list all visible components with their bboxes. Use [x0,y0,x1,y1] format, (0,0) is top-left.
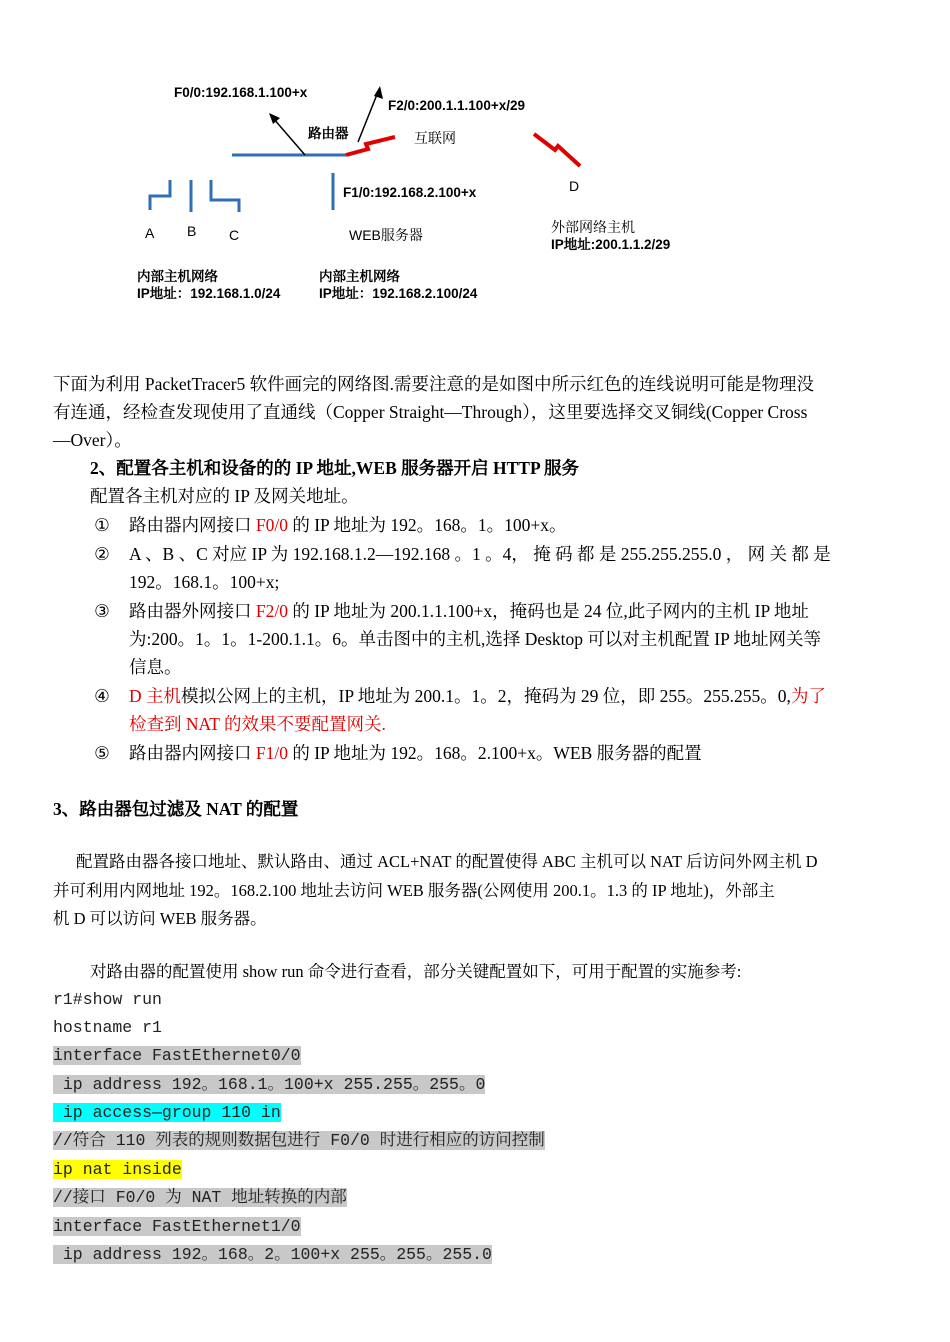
label-web-server: WEB服务器 [349,227,423,243]
config-text: //符合 110 列表的规则数据包进行 F0/0 时进行相应的访问控制 [53,1131,545,1150]
config-line-4 [53,1074,485,1096]
red-link-d [534,134,580,166]
host-a-wire [150,180,170,210]
label-c: C [229,227,240,243]
item-5-interface: F1/0 [255,743,288,763]
f20-arrow [358,92,378,142]
item-5-text-a: 路由器内网接口 [129,743,256,763]
label-external-host: 外部网络主机 [551,219,635,235]
label-inner2-ip: IP地址：192.168.2.100/24 [319,286,478,301]
label-d: D [569,178,580,194]
item-3-number: ③ [94,601,110,621]
paragraph-1-line-3: —Over）。 [53,430,132,450]
config-line-2 [53,1017,162,1039]
config-text: ip access—group 110 in [53,1103,281,1122]
item-1-text-b: 的 IP 地址为 192。168。1。100+x。 [287,515,567,535]
label-f00: F0/0:192.168.1.100+x [174,85,308,100]
item-3-text-b: 的 IP 地址为 200.1.1.100+x，掩码也是 24 位,此子网内的主机 IP 地址 [287,601,809,621]
label-router: 路由器 [308,126,349,141]
config-line-1 [53,989,162,1011]
host-c-wire [211,180,239,212]
config-text: r1#show run [53,990,162,1009]
label-b: B [187,223,197,239]
paragraph-2: 配置各主机对应的 IP 及网关地址。 [90,486,359,506]
config-text: interface FastEthernet1/0 [53,1217,301,1236]
section-3-heading: 3、路由器包过滤及 NAT 的配置 [53,799,299,819]
item-4-line-1 [129,682,826,710]
config-text: interface FastEthernet0/0 [53,1046,301,1065]
item-4-note-start: 为了 [790,686,826,706]
config-line-10 [53,1244,492,1266]
label-external-ip: IP地址:200.1.1.2/29 [551,237,671,252]
item-1-number: ① [94,515,110,535]
item-4-number: ④ [94,686,110,706]
label-f10: F1/0:192.168.2.100+x [343,185,477,200]
item-1 [129,511,567,539]
config-line-9 [53,1216,301,1238]
label-a: A [145,225,155,241]
item-2-line-1: A 、B 、C 对应 IP 为 192.168.1.2—192.168 。1 。4， 掩 码 都 是 255.255.255.0 ， 网 关 都 是 [129,544,831,564]
label-internet: 互联网 [414,130,456,146]
paragraph-4: 对路由器的配置使用 show run 命令进行查看，部分关键配置如下，可用于配置的实施参考: [90,962,742,981]
item-2-line-2: 192。168.1。100+x; [129,572,280,592]
config-text: //接口 F0/0 为 NAT 地址转换的内部 [53,1188,347,1207]
item-3-line-3: 信息。 [129,657,182,677]
item-4-text-a: 模拟公网上的主机，IP 地址为 200.1。1。2，掩码为 29 位，即 255。255.255。0, [181,686,791,706]
config-text: ip address 192。168.1。100+x 255.255。255。0 [53,1075,486,1094]
item-3-interface: F2/0 [255,601,288,621]
red-link-router [346,137,395,155]
label-inner1-title: 内部主机网络 [137,269,218,284]
config-line-5 [53,1102,281,1124]
item-2-number: ② [94,544,110,564]
config-text: ip nat inside [53,1160,182,1179]
paragraph-3-line-2: 并可利用内网地址 192。168.2.100 地址去访问 WEB 服务器(公网使用 200.1。1.3 的 IP 地址)，外部主 [53,881,775,900]
f00-arrow [273,118,305,155]
item-5-number: ⑤ [94,743,110,763]
item-1-interface: F0/0 [255,515,288,535]
item-4-line-2: 检查到 NAT 的效果不要配置网关. [129,714,386,734]
paragraph-1-line-1: 下面为利用 PacketTracer5 软件画完的网络图.需要注意的是如图中所示红色的连线说明可能是物理没 [53,374,815,394]
config-text: hostname r1 [53,1018,162,1037]
item-3-text-a: 路由器外网接口 [129,601,256,621]
item-3-line-2: 为:200。1。1。1-200.1.1。6。单击图中的主机,选择 Desktop 可以对主机配置 IP 地址网关等 [129,629,822,649]
item-1-text-a: 路由器内网接口 [129,515,256,535]
config-line-7 [53,1159,182,1181]
config-line-3 [53,1045,301,1067]
f00-arrowhead [269,113,280,124]
item-5-text-b: 的 IP 地址为 192。168。2.100+x。WEB 服务器的配置 [287,743,702,763]
paragraph-3-line-1: 配置路由器各接口地址、默认路由、通过 ACL+NAT 的配置使得 ABC 主机可以 NAT 后访问外网主机 D [76,852,818,871]
label-inner2-title: 内部主机网络 [319,269,400,284]
item-5 [129,739,702,767]
config-text: ip address 192。168。2。100+x 255。255。255.0 [53,1245,492,1264]
section-2-heading: 2、配置各主机和设备的的 IP 地址,WEB 服务器开启 HTTP 服务 [90,458,580,478]
network-diagram [0,0,950,320]
paragraph-3-line-3: 机 D 可以访问 WEB 服务器。 [53,909,267,928]
label-f20: F2/0:200.1.1.100+x/29 [388,98,525,113]
item-3-line-1 [129,597,809,625]
label-inner1-ip: IP地址：192.168.1.0/24 [137,286,281,301]
config-line-8 [53,1187,347,1209]
config-line-6 [53,1130,545,1152]
item-4-host: D 主机 [129,686,182,706]
paragraph-1-line-2: 有连通，经检查发现使用了直通线（Copper Straight—Through），这里要选择交叉铜线(Copper Cross [53,402,808,422]
